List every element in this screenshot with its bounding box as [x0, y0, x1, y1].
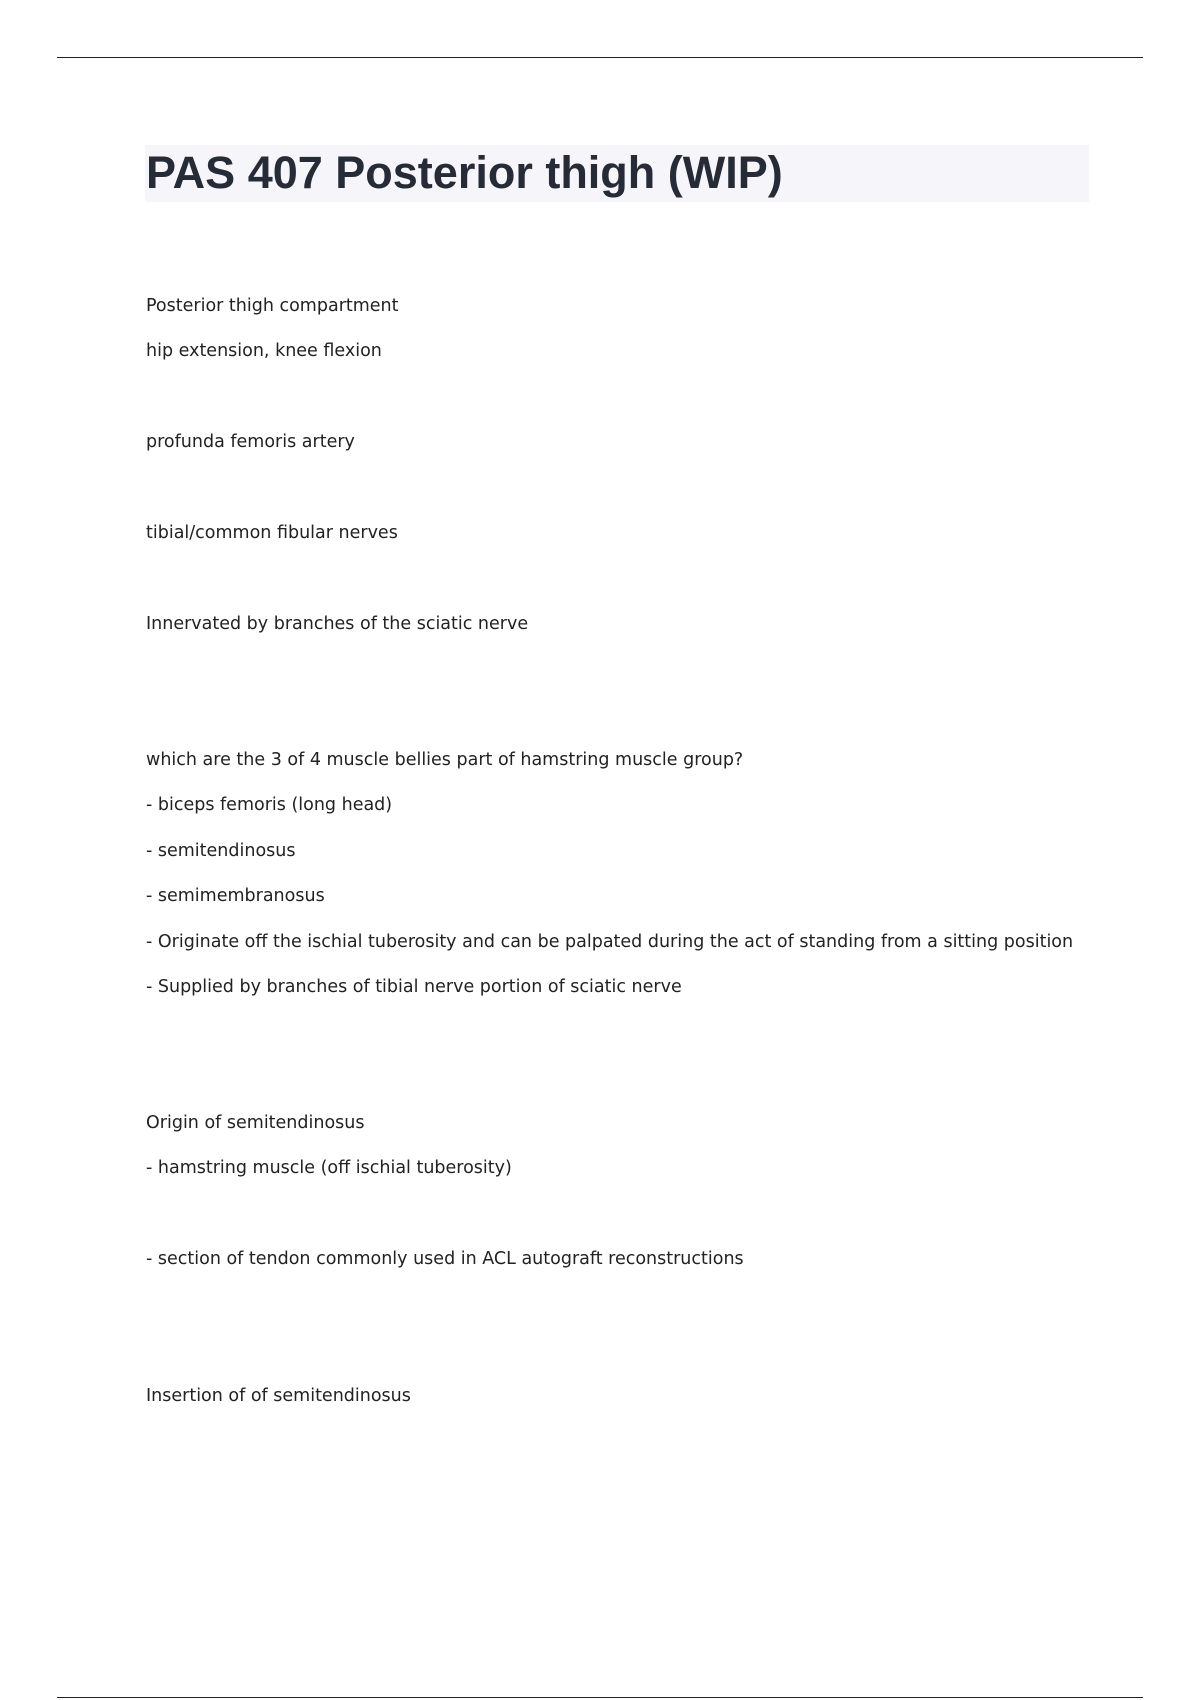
card-line: - biceps femoris (long head): [146, 795, 393, 815]
card-term: Origin of semitendinosus: [146, 1113, 365, 1133]
card-line: - Originate off the ischial tuberosity and can be palpated during the act of standing from a sitting position: [146, 932, 1074, 952]
card-line: - semimembranosus: [146, 886, 325, 906]
card-term: Insertion of of semitendinosus: [146, 1386, 411, 1406]
card-line: - hamstring muscle (off ischial tuberosity): [146, 1158, 512, 1178]
card-line: tibial/common fibular nerves: [146, 523, 398, 543]
card-line: - section of tendon commonly used in ACL autograft reconstructions: [146, 1249, 744, 1269]
card-line: Innervated by branches of the sciatic nerve: [146, 614, 529, 634]
card-line: - Supplied by branches of tibial nerve portion of sciatic nerve: [146, 977, 682, 997]
document-title: PAS 407 Posterior thigh (WIP): [146, 147, 783, 198]
card-term: Posterior thigh compartment: [146, 296, 399, 316]
card-line: hip extension, knee flexion: [146, 341, 382, 361]
top-divider: [57, 57, 1143, 58]
card-line: - semitendinosus: [146, 841, 296, 861]
card-line: profunda femoris artery: [146, 432, 355, 452]
card-term: which are the 3 of 4 muscle bellies part of hamstring muscle group?: [146, 750, 744, 770]
bottom-divider: [57, 1697, 1143, 1698]
